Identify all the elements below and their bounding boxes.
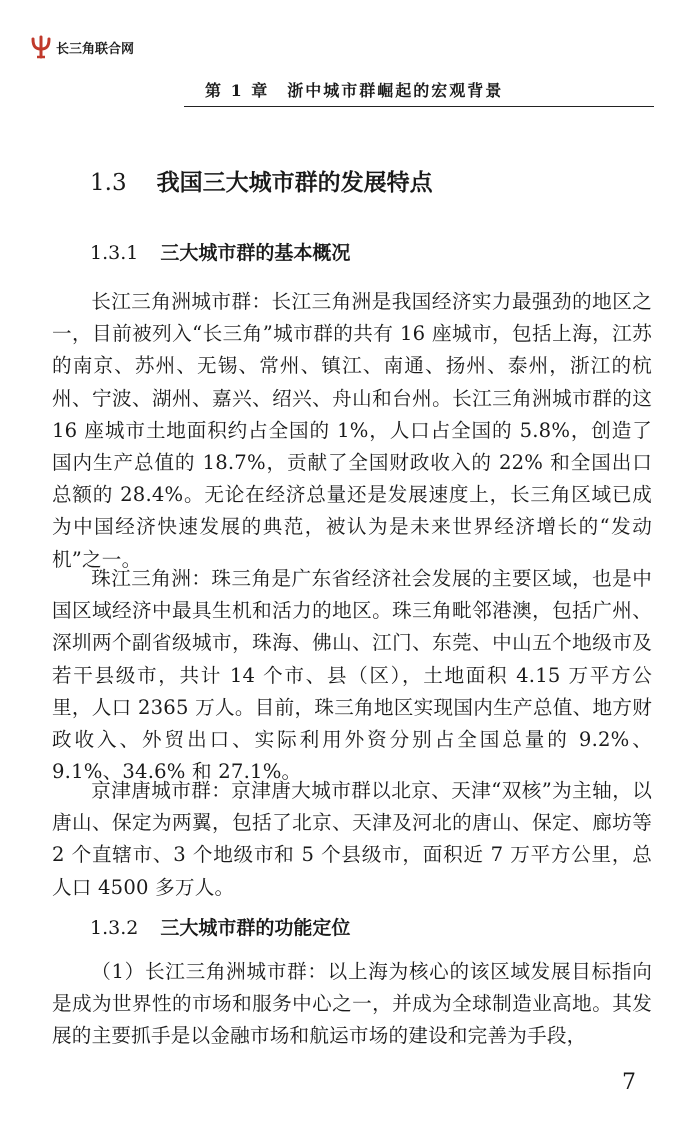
- subsection-title: 三大城市群的基本概况: [160, 242, 351, 264]
- site-logo: [30, 34, 134, 60]
- subsection-heading-2: [90, 913, 350, 940]
- section-number: 1.3: [90, 170, 127, 196]
- paragraph-yangtze-delta: 长江三角洲城市群：长江三角洲是我国经济实力最强劲的地区之一，目前被列入“长三角”城市群的共有 16 座城市，包括上海，江苏的南京、苏州、无锡、常州、镇江、南通、扬州、泰州，浙江的杭州、宁波、湖州、嘉兴、绍兴、舟山和台州。长江三角洲城市群的这 16 座城市土地面积约占全国的 1%，人口占全国的 5.8%，创造了国内生产总值的 18.7%，贡献了全国财政收入的 22% 和全国出口总额的 28.4%。无论在经济总量还是发展速度上，长三角区域已成为中国经济快速发展的典范，被认为是未来世界经济增长的“发动机”之一。: [52, 290, 652, 571]
- paragraph-jing-jin-tang: 京津唐城市群：京津唐大城市群以北京、天津“双核”为主轴，以唐山、保定为两翼，包括了北京、天津及河北的唐山、保定、廊坊等 2 个直辖市、3 个地级市和 5 个县级市，面积近 7 万平方公里，总人口 4500 多万人。: [52, 779, 652, 899]
- subsection-number: 1.3.2: [90, 917, 139, 939]
- subsection-title: 三大城市群的功能定位: [160, 917, 351, 939]
- header-rule: [184, 106, 654, 107]
- page-number: 7: [622, 1070, 636, 1095]
- paragraph-pearl-delta: 珠江三角洲：珠三角是广东省经济社会发展的主要区域，也是中国区域经济中最具生机和活力的地区。珠三角毗邻港澳，包括广州、深圳两个副省级城市，珠海、佛山、江门、东莞、中山五个地级市及若干县级市，共计 14 个市、县（区），土地面积 4.15 万平方公里，人口 2365 万人。目前，珠三角地区实现国内生产总值、地方财政收入、外贸出口、实际利用外资分别占全国总量的 9.2%、9.1%、34.6% 和 27.1%。: [52, 567, 652, 784]
- section-heading: [90, 164, 433, 197]
- section-title: 我国三大城市群的发展特点: [156, 169, 433, 196]
- subsection-number: 1.3.1: [90, 242, 139, 264]
- running-head: 第 1 章 浙中城市群崛起的宏观背景: [205, 81, 504, 100]
- paragraph-function-1: （1）长江三角洲城市群：以上海为核心的该区域发展目标指向是成为世界性的市场和服务中心之一，并成为全球制造业高地。其发展的主要抓手是以金融市场和航运市场的建设和完善为手段，: [52, 960, 652, 1048]
- subsection-heading-1: [90, 238, 350, 265]
- site-name: 长三角联合网: [56, 41, 135, 57]
- psi-logo-icon: [30, 35, 52, 59]
